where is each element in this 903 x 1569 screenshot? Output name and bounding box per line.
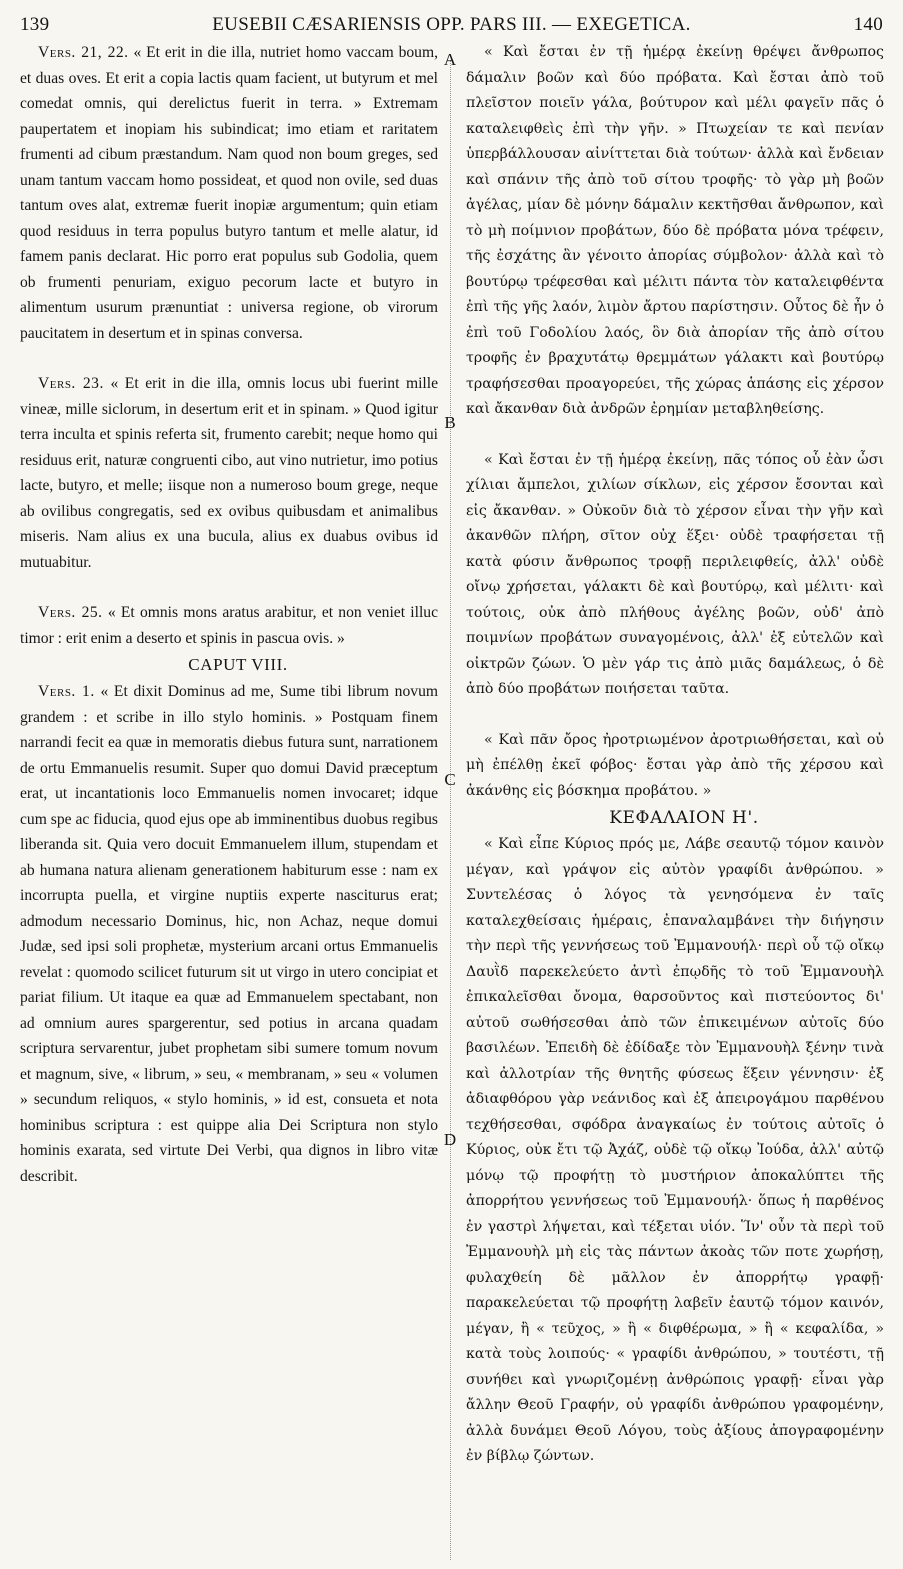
running-title: EUSEBII CÆSARIENSIS OPP. PARS III. — EXEGETICA. [212,14,691,35]
latin-paragraph [20,600,438,651]
verse-label: Vers. 21, 22. [38,44,129,61]
verse-text: « Et dixit Dominus ad me, Sume tibi librum novum grandem : et scribe in illo stylo hominis. » Postquam finem narrandi fecit ea quæ in memoratis diebus futura sunt, narrationem de ortu Emmanuelis resumit. Super quo domui David præceptum erat, ut incantationis loco Emmanuelis nomen invocaret; idque cum spe ac fiducia, quod ejus ope ab imminentibus duobus regibus liberanda sit. Quia vero docuit Emmanuelem illum, stupendam et ab humana natura alienam generationem habiturum esse : nam ex incorrupta puella, et virgine nuptiis experte nasciturus erat; admodum necessario Dominus, hic, non Achaz, neque domui Judæ, sed ipsi soli prophetæ, mysterium arcani ortus Emmanuelis revelat : quomodo scilicet futurum sit ut virgo in utero concipiat et pariat filium. Ut itaque ea quæ ad Emmanuelem spectabant, non ad omnium aures spargerentur, sed potius in arcana quadam scriptura servarentur, jubet prophetam sibi sumere tomum novum et magnum, sive, « librum, » seu, « membranam, » seu « volumen » secundum reliquos, « stylo hominis, » id est, consueta et nota hominibus scriptura : est quippe alia Dei Scriptura non stylo hominis exarata, sed virtute Dei Verbi, qua dignos in libro vitæ describit. [20,683,438,1185]
latin-paragraph [20,371,438,575]
verse-label: Vers. 23. [38,375,104,392]
verse-text: « Et omnis mons aratus arabitur, et non veniet illuc timor : erit enim a deserto et spinis in pascua ovis. » [20,604,438,647]
column-marker-b: B [444,413,456,432]
verse-text: « Et erit in die illa, omnis locus ubi fuerint mille vineæ, mille siclorum, in desertum erit et in spinam. » Quod igitur terra inculta et spinis referta sit, frumento carebit; neque homo qui residuus erit, naturæ congruenti cibo, aut vino nutrietur, imo potius lacte, butyro, et melle; iisque non a numeroso boum grege, neque ab ovilibus congregatis, sed ex ovibus quibusdam et animalibus miseris. Nam alius ex una bucula, alius ex duabus ovibus id mutuabitur. [20,375,438,571]
column-marker-a: A [443,50,457,69]
chapter-heading-greek: ΚΕΦΑΛΑΙΟΝ Η'. [609,808,759,828]
column-divider [450,60,451,1560]
verse-label: Vers. 1. [38,683,95,700]
greek-paragraph: « Καὶ πᾶν ὄρος ἠροτριωμένον ἀροτριωθήσεται, καὶ οὐ μὴ ἐπέλθῃ ἐκεῖ φόβος· ἔσται γὰρ ἀπὸ τῆς χέρσου καὶ ἀκάνθης εἰς βόσκημα προβάτου. » [466,731,884,799]
greek-paragraph: « Καὶ εἶπε Κύριος πρός με, Λάβε σεαυτῷ τόμον καινὸν μέγαν, καὶ γράψον εἰς αὐτὸν γραφίδι ἀνθρώπου. » Συντελέσας ὁ λόγος τὰ γενησόμενα ἐν ταῖς καταλεχθείσαις ἡμέραις, ἐπαναλαμβάνει τὴν διήγησιν τὴν περὶ τῆς γεννήσεως τοῦ Ἐμμανουήλ· περὶ οὗ τῷ οἴκῳ Δαυῒδ παρεκελεύετο ἀντὶ ἐπῳδῆς τὸ τοῦ Ἐμμανουὴλ ἐπικαλεῖσθαι ὄνομα, θαρσοῦντος καὶ πιστεύοντος δι' αὐτοῦ σωθήσεσθαι ἀπὸ τῶν ἐπικειμένων αὐτοῖς δύο βασιλέων. Ἐπειδὴ δὲ ἐδίδαξε τὸν Ἐμμανουὴλ ξένην τινὰ καὶ ἀλλοτρίαν τῆς θνητῆς φύσεως ἕξειν γέννησιν· ἐξ ἀδιαφθόρου γὰρ νεάνιδος καὶ ἐξ ἀπειρογάμου παρθένου τεχθήσεσθαι, σφόδρα ἀναγκαίως ἐν τούτοις αὐτοῖς ὁ Κύριος, οὐκ ἔτι τῷ Ἀχάζ, οὐδὲ τῷ οἴκῳ Ἰούδα, ἀλλ' αὐτῷ μόνῳ τῷ προφήτῃ τὸ μυστήριον ἀποκαλύπτει τῆς ἀπορρήτου γεννήσεως τοῦ Ἐμμανουήλ· ὅπως ἡ παρθένος ἐν γαστρὶ λήψεται, καὶ τέξεται υἱόν. Ἵν' οὖν τὰ περὶ τοῦ Ἐμμανουὴλ μὴ εἰς τὰς πάντων ἀκοὰς τῶν ποτε χωρήσῃ, φυλαχθείη δὲ μᾶλλον ἐν ἀπορρήτῳ γραφῇ· παρακελεύεται τῷ προφήτῃ λαβεῖν ἑαυτῷ τόμον καινόν, μέγαν, ἢ « τεῦχος, » ἢ « διφθέρωμα, » ἢ « κεφαλίδα, » κατὰ τοὺς λοιπούς· « γραφίδι ἀνθρώπου, » τουτέστι, τῇ συνήθει καὶ γνωριζομένῃ ἀνθρώποις γραφῇ· εἶναι γὰρ ἄλλην Θεοῦ Γραφήν, οὐ γραφίδι ἀνθρώπου γραφομένην, ἀλλὰ δυνάμει Θεοῦ Λόγου, τοὺς ἀξίους ἀπογραφομένην ἐν βίβλῳ ζώντων. [466,836,884,1464]
page-number-left: 139 [20,14,50,35]
latin-paragraph [20,679,438,1189]
latin-paragraph [20,40,438,346]
greek-paragraph: « Καὶ ἔσται ἐν τῇ ἡμέρᾳ ἐκείνῃ θρέψει ἄνθρωπος δάμαλιν βοῶν καὶ δύο πρόβατα. Καὶ ἔσται ἀπὸ τοῦ πλεῖστον ποιεῖν γάλα, βούτυρον καὶ μέλι φαγεῖν πᾶς ὁ καταλειφθεὶς ἐπὶ τὴν γῆν. » Πτωχείαν τε καὶ πενίαν ὑπερβάλλουσαν αἰνίττεται διὰ τούτων· ἀλλὰ καὶ ἔνδειαν καὶ σπάνιν τῆς ἀπὸ τοῦ σίτου τροφῆς· τὸ γὰρ μὴ βοῶν ἀγέλας, μίαν δὲ μόνην δάμαλιν κεκτῆσθαι ἄνθρωπον, καὶ τὸ μὴ ποίμνιον προβάτων, δύο δὲ πρόβατα μόνα τρέφειν, τῆς ἐσχάτης ἂν γένοιτο ἀπορίας σύμβολον· ἀλλὰ καὶ τὸ βουτύρῳ τρέφεσθαι καὶ μέλιτι πάντα τὸν καταλειφθέντα ἐπὶ τῆς γῆς λαόν, λιμὸν ἄρτου παρίστησιν. Οὗτος δὲ ἦν ὁ ἐπὶ τοῦ Γοδολίου λαός, ὃν διὰ ἀπορίαν τῆς ἀπὸ σίτου τροφῆς ἐν βραχυτάτῳ θρεμμάτων γάλακτι καὶ βουτύρῳ τραφήσεσθαι προαγορεύει, τῆς χώρας ἁπάσης εἰς χέρσον καὶ ἄκανθαν διὰ ἀνδρῶν ἐρημίαν μεταβληθείσης. [466,44,884,417]
greek-column [466,40,884,1470]
chapter-heading-latin: CAPUT VIII. [188,655,288,674]
page-number-right: 140 [853,14,883,35]
column-marker-d: D [443,1130,457,1149]
running-header [20,14,883,40]
greek-paragraph: « Καὶ ἔσται ἐν τῇ ἡμέρᾳ ἐκείνῃ, πᾶς τόπος οὗ ἐὰν ὦσι χίλιαι ἄμπελοι, χιλίων σίκλων, εἰς χέρσον ἔσονται καὶ εἰς ἄκανθαν. » Οὐκοῦν διὰ τὸ χέρσον εἶναι τὴν γῆν καὶ ἀκανθῶν πλήρη, σῖτον οὐχ ἕξει· οὐδὲ τραφήσεται τῇ κατὰ φύσιν ἄνθρωπος τροφῇ περιλειφθείς, ἀλλ' οὐδὲ οἴνῳ χρήσεται, γάλακτι δὲ καὶ βουτύρῳ, καὶ μέλιτι· καὶ τούτοις, οὐκ ἀπὸ πλήθους ἀγέλης βοῶν, οὐδ' ἀπὸ ποιμνίων προβάτων συναγομένοις, ἀλλ' ἐξ εὐτελῶν καὶ οἰκτρῶν ζώων. Ὁ μὲν γάρ τις ἀπὸ μιᾶς δαμάλεως, ὁ δὲ ἀπὸ δύο προβάτων ποιήσεται ταῦτα. [466,451,884,697]
column-marker-c: C [444,770,456,789]
verse-label: Vers. 25. [38,604,103,621]
latin-column [20,40,438,1189]
verse-text: « Et erit in die illa, nutriet homo vaccam boum, et duas oves. Et erit a copia lactis quam facient, ut butyrum et mel comedat omnis, qui derelictus fuerit in terra. » Extremam paupertatem et inopiam his subindicat; imo etiam et raritatem frumenti ad cibum præstandum. Nam quod non boum greges, sed unam tantum vaccam homo possideat, et quod non ovile, sed duas tantum oves alat, extremæ fuerit inopiæ argumentum; quin etiam quod residuus in terra populus butyro tantum et melle alatur, id famem panis declarat. Hic porro erat populus sub Godolia, quem ob frumenti penuriam, exiguo pecorum lacte et butyro in alimentum usurum prænuntiat : universa regione, ob virorum paucitatem in desertum et in spinas conversa. [20,44,438,342]
